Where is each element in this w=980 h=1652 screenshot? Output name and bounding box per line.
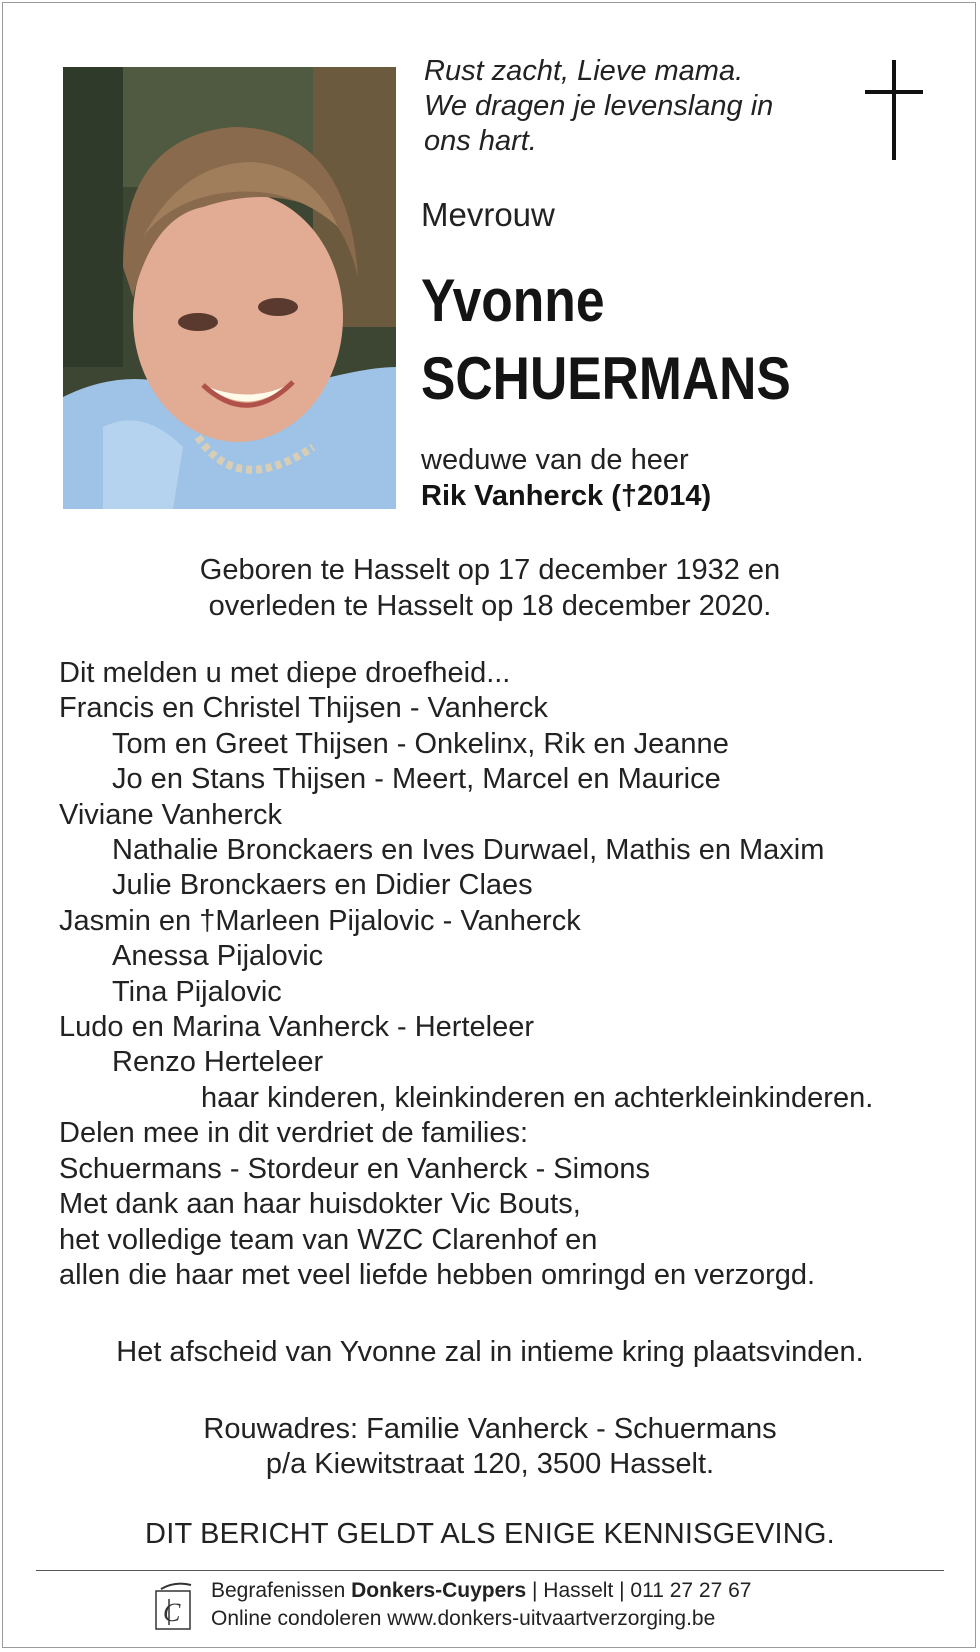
family-line: Delen mee in dit verdriet de families:: [59, 1117, 529, 1150]
first-name: Yvonne: [421, 267, 605, 334]
family-line: Ludo en Marina Vanherck - Herteleer: [59, 1011, 534, 1044]
family-line: Nathalie Bronckaers en Ives Durwael, Mathis en Maxim: [112, 834, 825, 867]
footer-company: Donkers-Cuypers: [351, 1579, 527, 1602]
farewell-text: Het afscheid van Yvonne zal in intieme kring plaatsvinden.: [116, 1336, 864, 1368]
family-line: Francis en Christel Thijsen - Vanherck: [59, 692, 548, 725]
last-name: SCHUERMANS: [421, 345, 791, 412]
deceased-name: [421, 262, 791, 418]
mourning-address: [0, 1412, 980, 1482]
family-line: Viviane Vanherck: [59, 798, 283, 831]
memorial-motto: [424, 54, 804, 159]
footer-line-2: Online condoleren www.donkers-uitvaartverzorging.be: [211, 1607, 716, 1630]
family-line: Julie Bronckaers en Didier Claes: [112, 869, 533, 902]
cross-icon: [865, 60, 923, 160]
address-line: p/a Kiewitstraat 120, 3500 Hasselt.: [265, 1448, 715, 1480]
family-line: Met dank aan haar huisdokter Vic Bouts,: [59, 1188, 581, 1221]
family-line: Tom en Greet Thijsen - Onkelinx, Rik en Jeanne: [112, 727, 729, 760]
family-line: Jasmin en †Marleen Pijalovic - Vanherck: [59, 904, 581, 937]
born-line: overleden te Hasselt op 18 december 2020.: [208, 590, 772, 622]
portrait-photo: [63, 67, 396, 509]
motto-line: Rust zacht, Lieve mama.: [424, 55, 744, 87]
family-line: Schuermans - Stordeur en Vanherck - Simons: [59, 1152, 651, 1185]
footer-line-1: [211, 1577, 752, 1605]
spouse-name: Rik Vanherck (†2014): [421, 480, 712, 512]
footer-text: [211, 1577, 752, 1633]
family-line: Anessa Pijalovic: [112, 940, 324, 973]
footer-suffix: | Hasselt | 011 27 27 67: [526, 1579, 752, 1602]
family-line: haar kinderen, kleinkinderen en achterkleinkinderen.: [201, 1081, 874, 1114]
family-line: allen die haar met veel liefde hebben omringd en verzorgd.: [59, 1258, 816, 1291]
birth-death-info: [0, 552, 980, 624]
address-line: Rouwadres: Familie Vanherck - Schuermans: [203, 1413, 777, 1445]
motto-line: We dragen je levenslang in: [424, 90, 774, 122]
footer-prefix: Begrafenissen: [211, 1579, 352, 1602]
honorific: Mevrouw: [421, 196, 555, 233]
motto-line: ons hart.: [424, 125, 537, 157]
svg-text:C: C: [163, 1598, 181, 1627]
family-line: Tina Pijalovic: [112, 975, 282, 1008]
footer-divider: [36, 1570, 944, 1571]
family-line: het volledige team van WZC Clarenhof en: [59, 1223, 598, 1256]
funeral-home-logo-icon: [155, 1581, 193, 1631]
family-line: Renzo Herteleer: [112, 1046, 324, 1079]
official-notice: DIT BERICHT GELDT ALS ENIGE KENNISGEVING.: [145, 1518, 835, 1550]
family-list: [59, 656, 959, 1293]
widow-text: weduwe van de heer: [421, 444, 689, 476]
family-line: Dit melden u met diepe droefheid...: [59, 657, 511, 689]
family-line: Jo en Stans Thijsen - Meert, Marcel en Maurice: [112, 763, 721, 796]
born-line: Geboren te Hasselt op 17 december 1932 en: [199, 554, 781, 586]
